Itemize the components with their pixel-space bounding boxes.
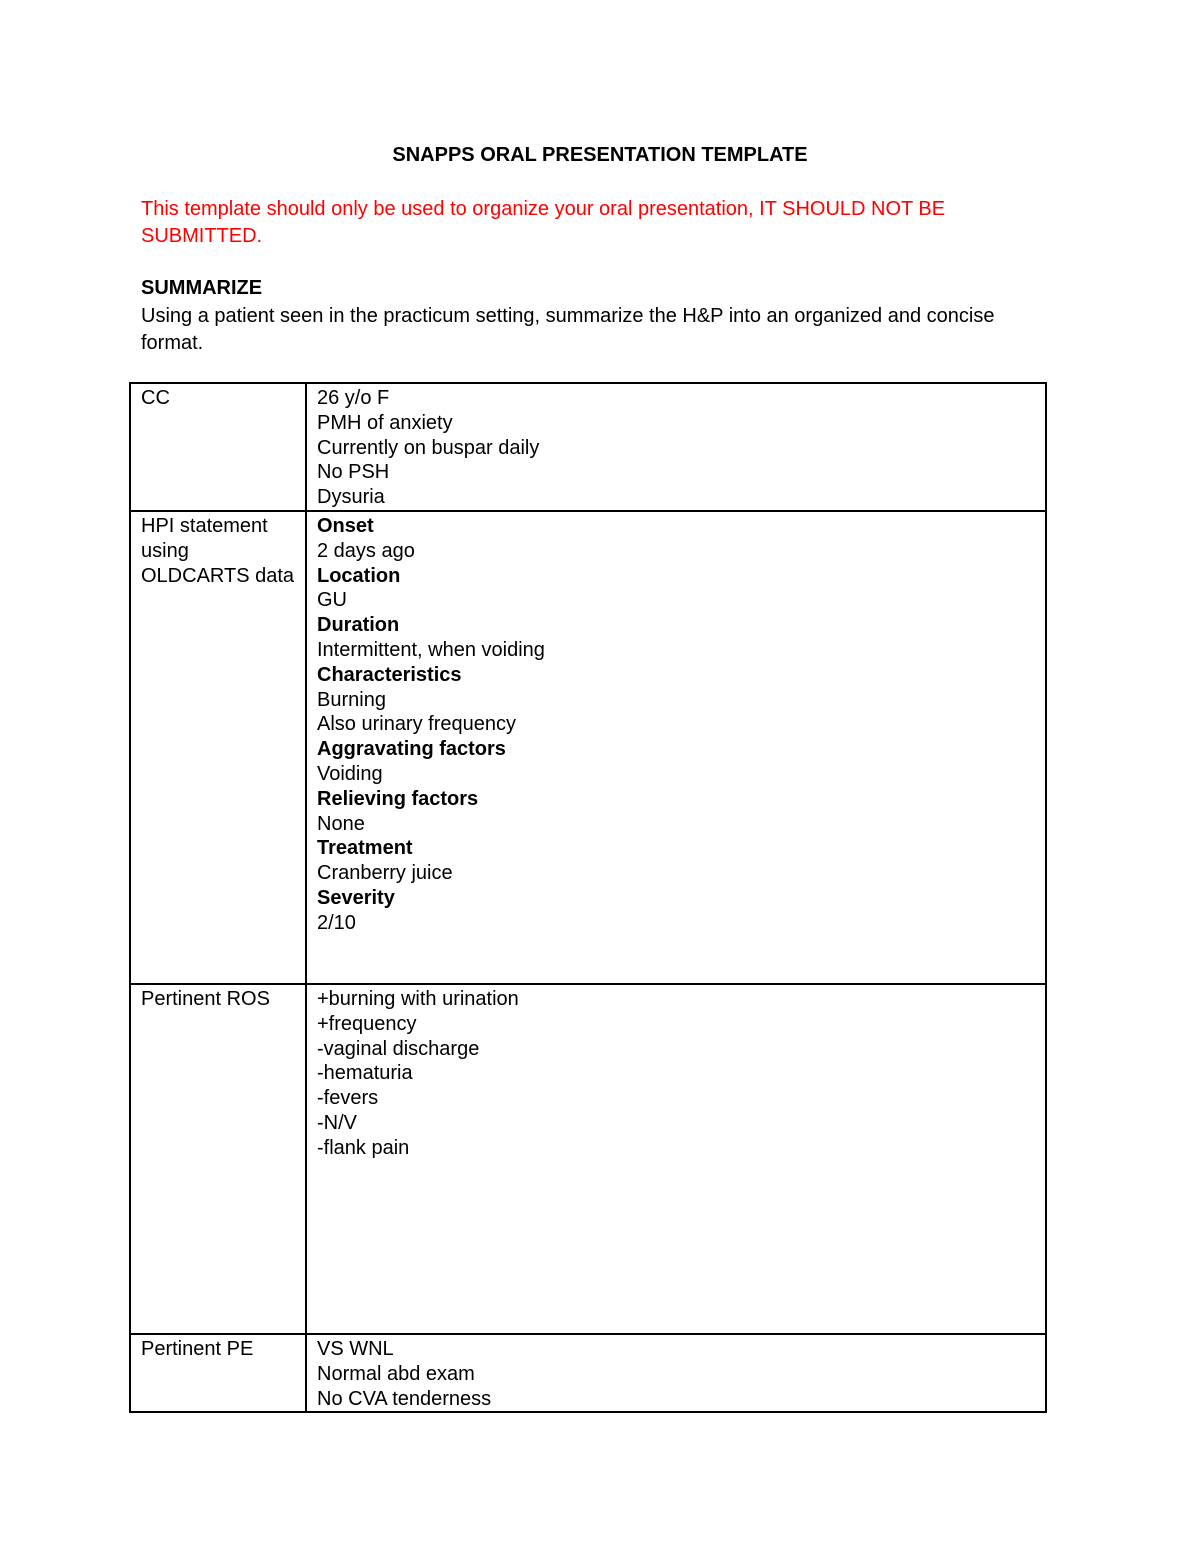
row-label-ros <box>130 984 306 1334</box>
page-title: SNAPPS ORAL PRESENTATION TEMPLATE <box>392 144 808 166</box>
table-row-cc <box>130 383 1046 511</box>
row-content-pe <box>306 1334 1046 1412</box>
ros-line: +frequency <box>317 1012 417 1035</box>
hpi-heading-duration: Duration <box>317 614 400 637</box>
pe-line: Normal abd exam <box>317 1362 475 1385</box>
hpi-value: Cranberry juice <box>317 862 453 885</box>
hpi-heading-location: Location <box>317 564 401 587</box>
hpi-heading-onset: Onset <box>317 514 374 537</box>
cc-line: 26 y/o F <box>317 387 390 409</box>
table-row-pe <box>130 1334 1046 1412</box>
hpi-heading-relieving-factors: Relieving factors <box>317 787 479 810</box>
hpi-heading-treatment: Treatment <box>317 837 413 860</box>
hpi-value: Intermittent, when voiding <box>317 638 545 661</box>
hpi-value: GU <box>317 589 347 612</box>
cc-line: Dysuria <box>317 486 385 509</box>
row-label-pe <box>130 1334 306 1412</box>
ros-line: -hematuria <box>317 1062 413 1085</box>
section-description: Using a patient seen in the practicum setting, summarize the H&P into an organized and concise format. <box>141 305 995 354</box>
hp-summary-table <box>129 382 1047 1413</box>
ros-line: +burning with urination <box>317 987 519 1010</box>
row-content-hpi <box>306 511 1046 984</box>
row-content-cc <box>306 383 1046 511</box>
hpi-value: 2 days ago <box>317 539 415 562</box>
hpi-value: Also urinary frequency <box>317 713 516 736</box>
hpi-value: None <box>317 812 365 835</box>
row-label-text: CC <box>141 387 170 409</box>
row-label-cc <box>130 383 306 511</box>
ros-line: -flank pain <box>317 1136 410 1159</box>
cc-line: PMH of anxiety <box>317 411 453 434</box>
hpi-heading-severity: Severity <box>317 886 395 909</box>
pe-line: VS WNL <box>317 1337 394 1360</box>
row-label-text: HPI statement using OLDCARTS data <box>141 514 295 587</box>
table-row-hpi <box>130 511 1046 984</box>
pe-line: No CVA tenderness <box>317 1387 492 1410</box>
hpi-value: Burning <box>317 688 386 711</box>
row-content-ros <box>306 984 1046 1334</box>
ros-line: -N/V <box>317 1111 357 1134</box>
section-heading: SUMMARIZE <box>141 277 263 299</box>
hpi-value: 2/10 <box>317 911 356 934</box>
ros-line: -vaginal discharge <box>317 1037 480 1060</box>
row-label-text: Pertinent PE <box>141 1337 254 1360</box>
row-label-hpi <box>130 511 306 984</box>
ros-line: -fevers <box>317 1087 379 1110</box>
warning-note: This template should only be used to organize your oral presentation, IT SHOULD NOT BE SUBMITTED. <box>141 198 946 247</box>
table-row-ros <box>130 984 1046 1334</box>
row-label-text: Pertinent ROS <box>141 987 270 1010</box>
hpi-heading-characteristics: Characteristics <box>317 663 462 686</box>
hpi-value: Voiding <box>317 762 383 785</box>
cc-line: Currently on buspar daily <box>317 436 540 459</box>
hpi-heading-aggravating-factors: Aggravating factors <box>317 738 506 761</box>
cc-line: No PSH <box>317 461 390 484</box>
